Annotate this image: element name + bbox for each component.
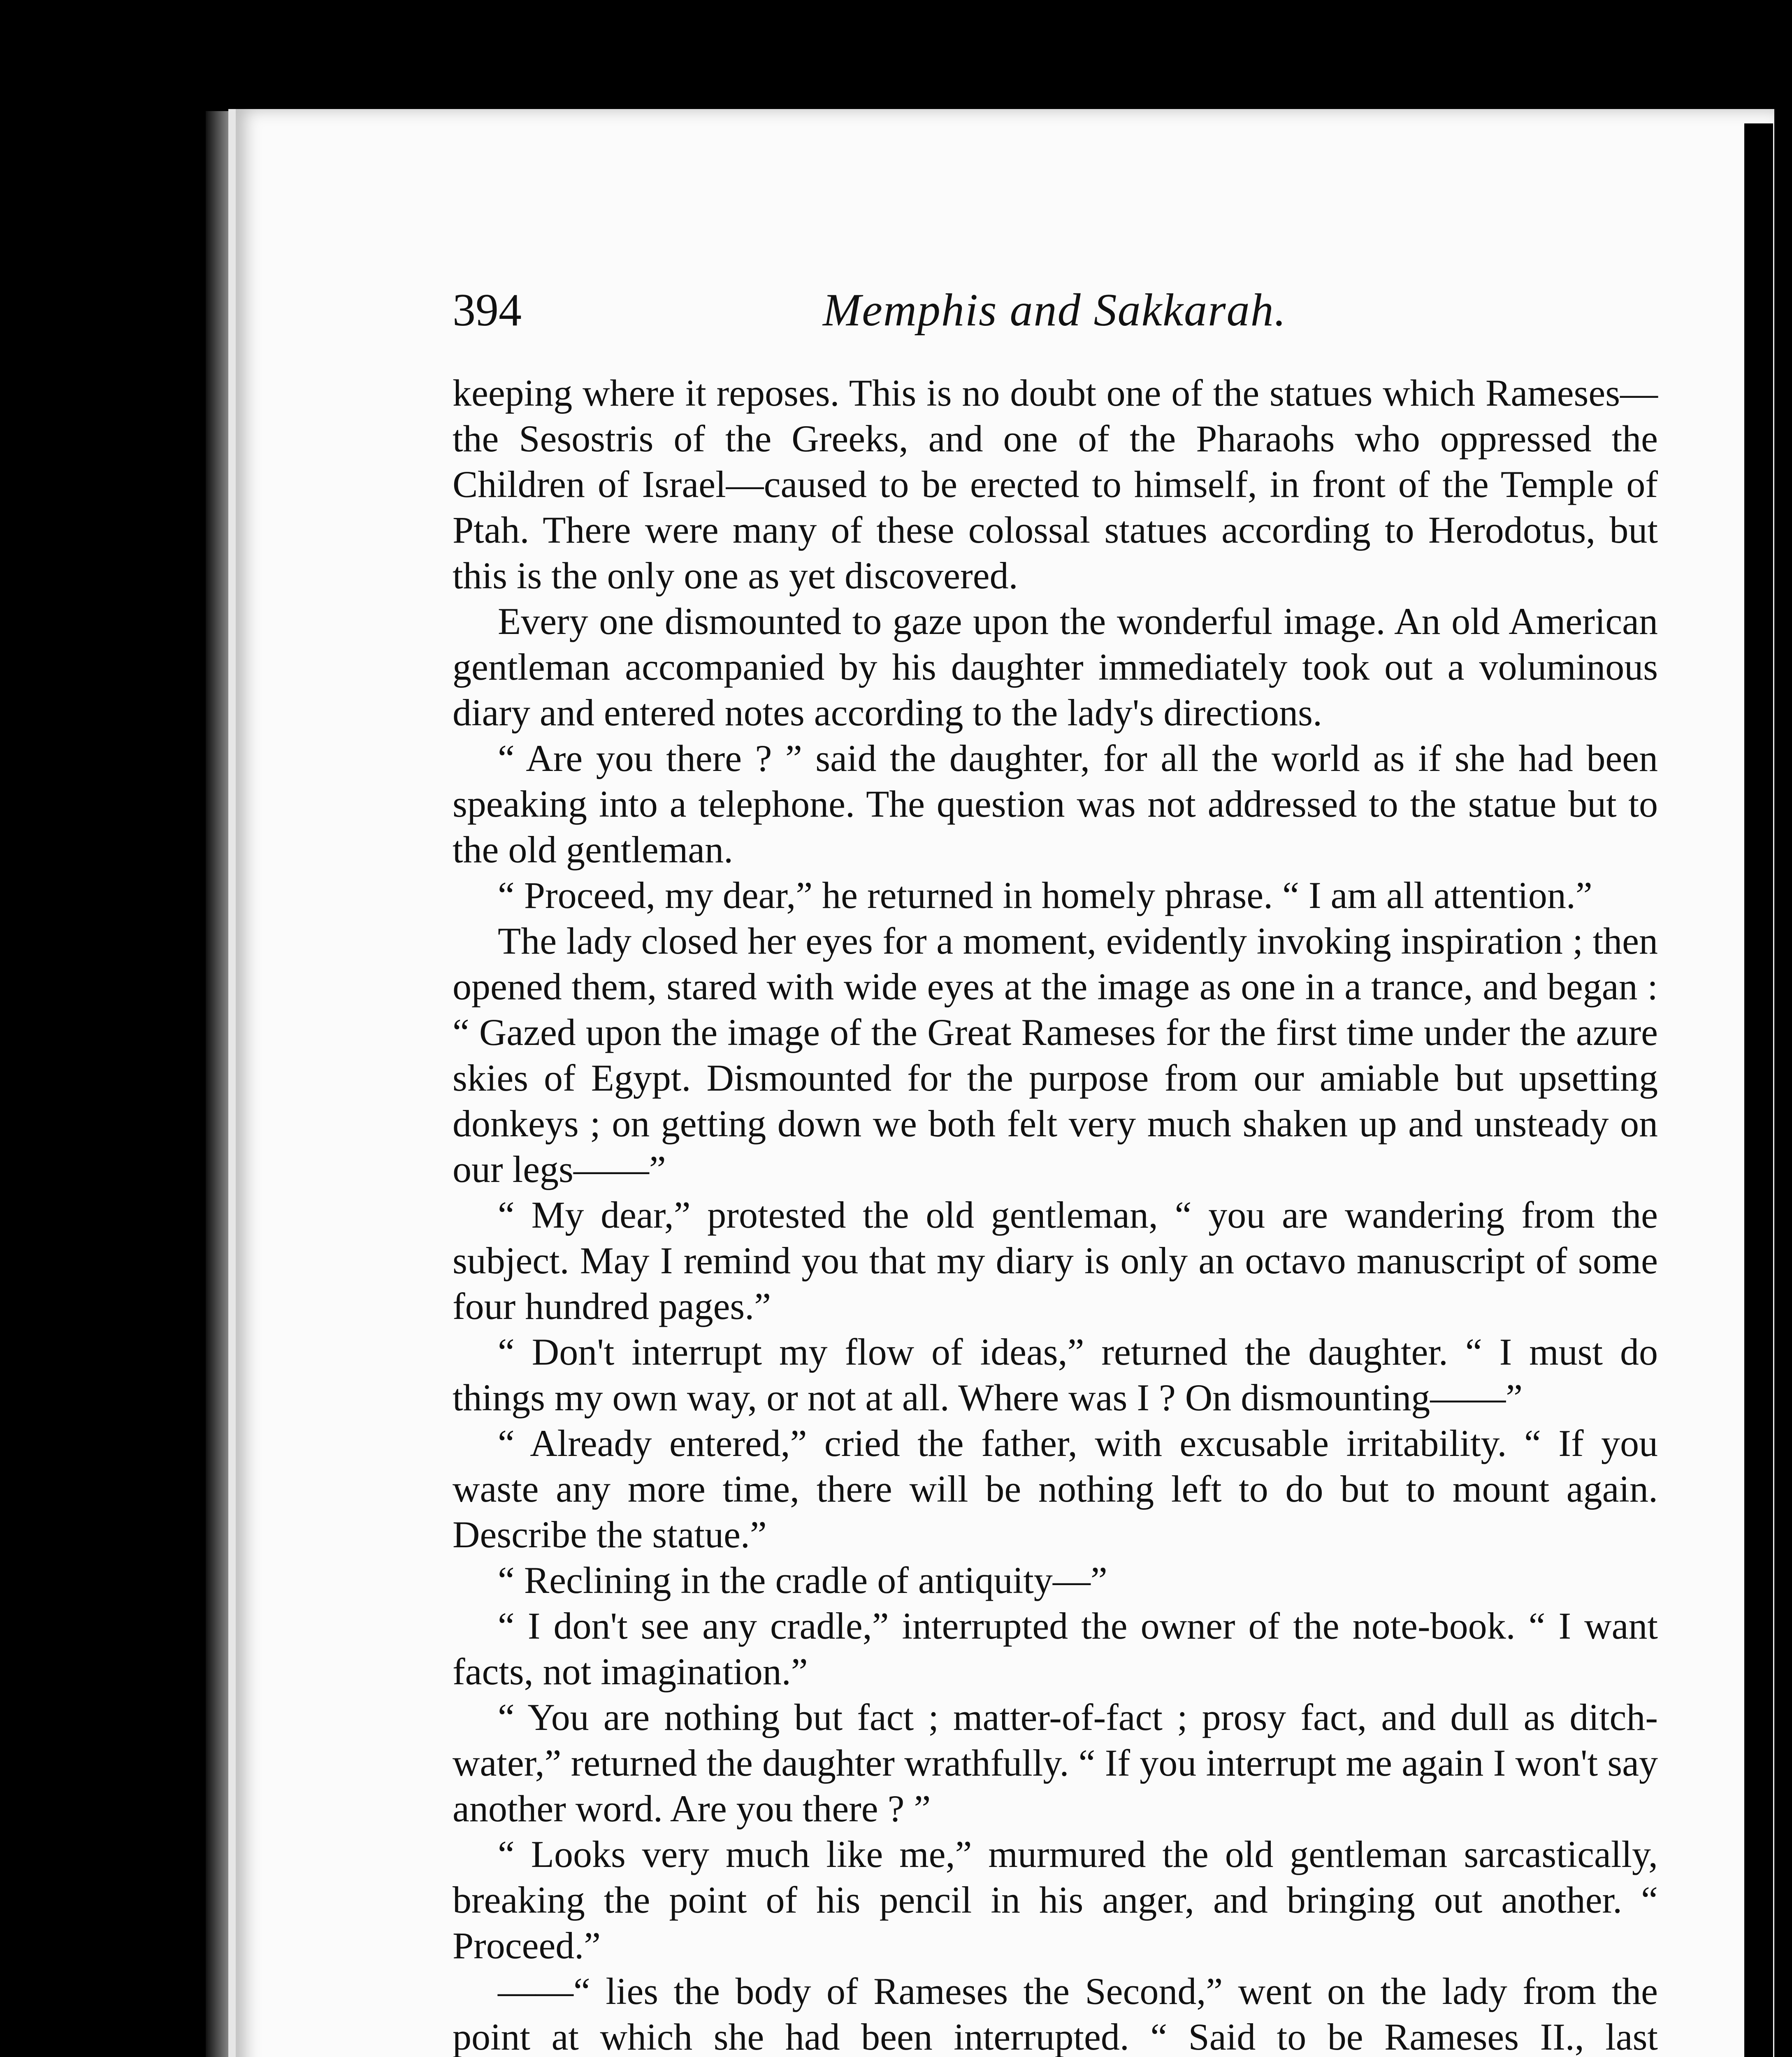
paragraph: ——“ lies the body of Rameses the Second,” went on the lady from the point at which she had been interrupted. “ Said to be Rameses II., last <box>453 1970 1658 2057</box>
paragraph: “ I don't see any cradle,” interrupted the owner of the note-book. “ I want facts, not imagination.” <box>453 1605 1658 1692</box>
paragraph: The lady closed her eyes for a moment, evidently invoking inspiration ; then opened them, stared with wide eyes at the image as one in a trance, and began : “ Gazed upon the image of the Great Rameses for the first time under the azure skies of Egypt. Dismounted for the purpose from our amiable but upsetting donkeys ; on getting down we both felt very much shaken up and unsteady on our legs——” <box>453 920 1658 1190</box>
paragraph: “ Are you there ? ” said the daughter, for all the world as if she had been speaking into a telephone. The question was not addressed to the statue but to the old gentleman. <box>453 737 1658 871</box>
paragraph: Every one dismounted to gaze upon the wonderful image. An old American gentleman accompanied by his daughter immediately took out a voluminous diary and entered notes according to the lady's directions. <box>453 600 1658 734</box>
running-title: Memphis and Sakkarah. <box>823 285 1287 336</box>
paragraph: “ Looks very much like me,” murmured the old gentleman sarcastically, breaking the point of his pencil in his anger, and bringing out another. “ Proceed.” <box>453 1833 1658 1966</box>
page-header <box>453 284 1658 354</box>
page-number: 394 <box>453 285 522 336</box>
page-edge-shadow <box>1744 123 1773 2057</box>
paragraph: “ Don't interrupt my flow of ideas,” returned the daughter. “ I must do things my own way, or not at all. Where was I ? On dismounting——” <box>453 1331 1658 1419</box>
paragraph: “ Already entered,” cried the father, with excusable irritability. “ If you waste any more time, there will be nothing left to do but to mount again. Describe the statue.” <box>453 1422 1658 1556</box>
paragraph: “ Proceed, my dear,” he returned in homely phrase. “ I am all attention.” <box>498 874 1592 916</box>
paragraph: keeping where it reposes. This is no doubt one of the statues which Rameses—the Sesostris of the Greeks, and one of the Pharaohs who oppressed the Children of Israel—caused to be erected to himself, in front of the Temple of Ptah. There were many of these colossal statues according to Herodotus, but this is the only one as yet discovered. <box>453 372 1658 597</box>
paragraph: “ Reclining in the cradle of antiquity—” <box>498 1559 1107 1601</box>
paragraph: “ My dear,” protested the old gentleman, “ you are wandering from the subject. May I remind you that my diary is only an octavo manuscript of some four hundred pages.” <box>453 1194 1658 1327</box>
paragraph: “ You are nothing but fact ; matter-of-fact ; prosy fact, and dull as ditch-water,” returned the daughter wrathfully. “ If you interrupt me again I won't say another word. Are you there ? ” <box>453 1696 1658 1829</box>
body-text <box>453 370 1658 2057</box>
